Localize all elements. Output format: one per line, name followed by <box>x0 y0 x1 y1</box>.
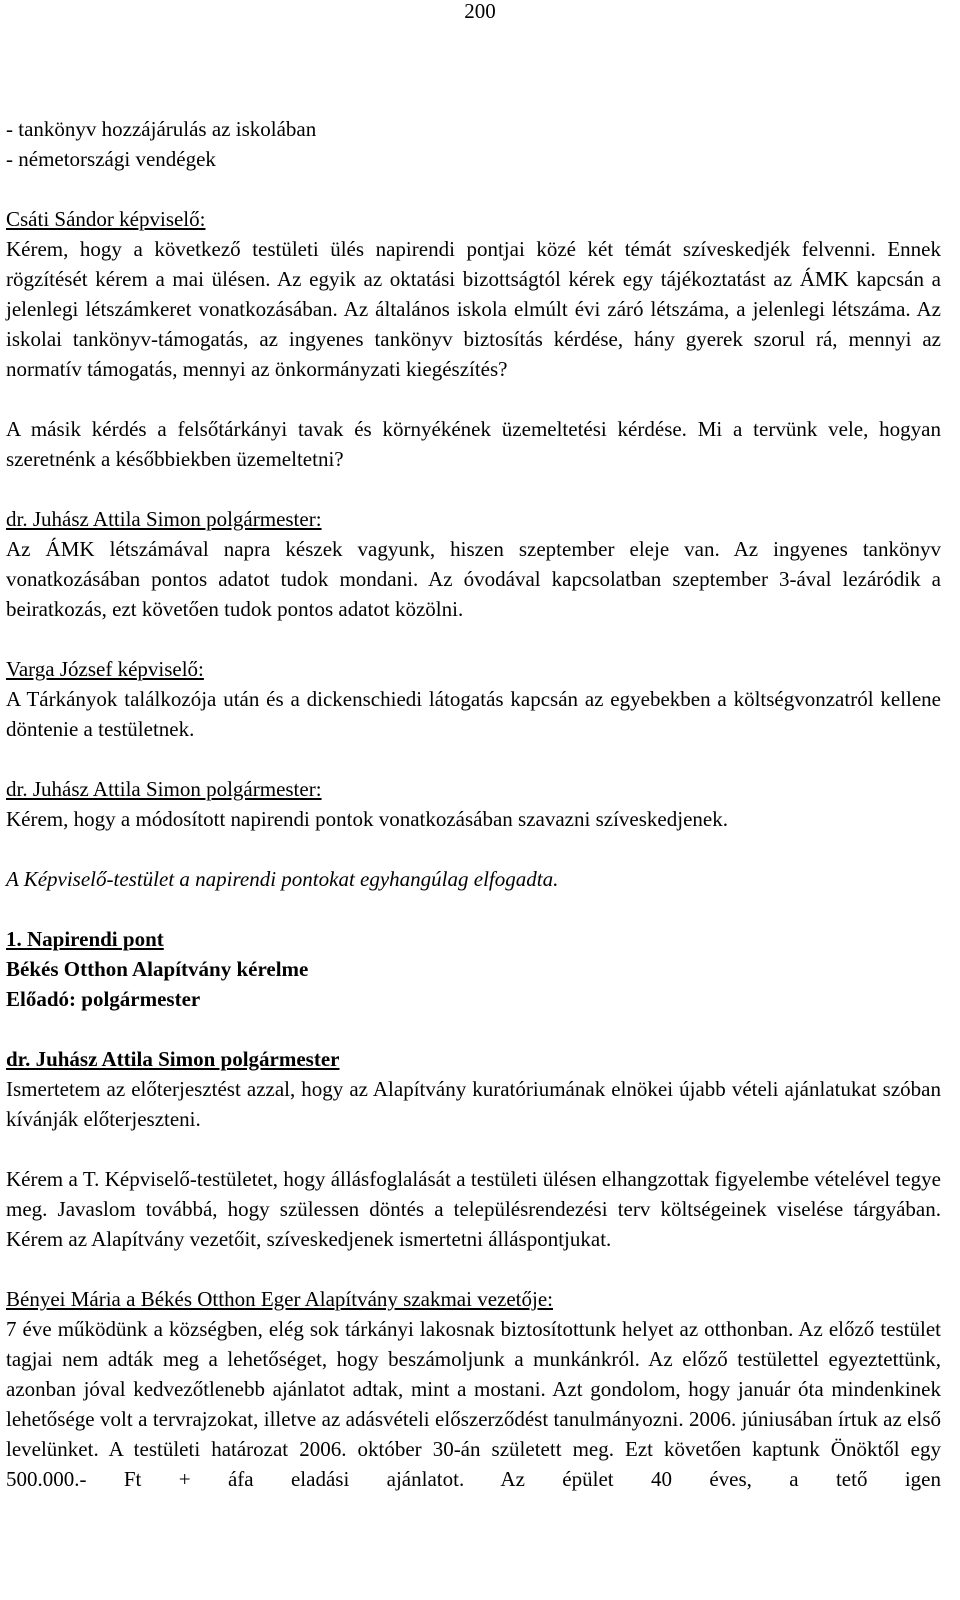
paragraph: Kérem a T. Képviselő-testületet, hogy állásfoglalását a testületi ülésen elhangzottak figyelembe vételével tegye meg. Javaslom továbbá, hogy szülessen döntés a településrendezési terv költségeinek viselése tárgyában. Kérem az Alapítvány vezetőit, szíveskedjenek ismertetni álláspontjukat. <box>6 1167 941 1251</box>
paragraph: Az ÁMK létszámával napra készek vagyunk, hiszen szeptember eleje van. Az ingyenes tankönyv vonatkozásában pontos adatot tudok mondani. Az óvodával kapcsolatban szeptember 3-ával lezáródik a beiratkozás, ezt követően tudok pontos adatot közölni. <box>6 537 941 621</box>
speaker-mayor-bold: dr. Juhász Attila Simon polgármester <box>6 1047 340 1071</box>
resolution: A Képviselő-testület a napirendi pontokat egyhangúlag elfogadta. <box>6 867 559 891</box>
speaker-benyei: Bényei Mária a Békés Otthon Eger Alapítvány szakmai vezetője: <box>6 1287 553 1311</box>
agenda-point-number: 1. Napirendi pont <box>6 927 164 951</box>
speaker-varga: Varga József képviselő: <box>6 657 204 681</box>
agenda-point-title: Békés Otthon Alapítvány kérelme <box>6 957 309 981</box>
paragraph: A másik kérdés a felsőtárkányi tavak és környékének üzemeltetési kérdése. Mi a tervünk vele, hogyan szeretnénk a későbbiekben üzemeltetni? <box>6 417 941 471</box>
agenda-item: - tankönyv hozzájárulás az iskolában <box>6 117 317 141</box>
paragraph: Kérem, hogy a következő testületi ülés napirendi pontjai közé két témát szíveskedjék felvenni. Ennek rögzítését kérem a mai ülésen. Az egyik az oktatási bizottságtól kérek egy tájékoztatást az ÁMK kapcsán a jelenlegi létszámkeret vonatkozásában. Az általános iskola elmúlt évi záró létszáma, a jelenlegi létszáma. Az iskolai tankönyv-támogatás, az ingyenes tankönyv biztosítás kérdése, hány gyerek szorul rá, mennyi az normatív támogatás, mennyi az önkormányzati kiegészítés? <box>6 237 941 381</box>
paragraph: A Tárkányok találkozója után és a dickenschiedi látogatás kapcsán az egyebekben a költségvonzatról kellene döntenie a testületnek. <box>6 687 941 741</box>
page-number: 200 <box>464 0 496 23</box>
paragraph: Ismertetem az előterjesztést azzal, hogy az Alapítvány kuratóriumának elnökei újabb vételi ajánlatukat szóban kívánják előterjeszteni. <box>6 1077 941 1131</box>
speaker-mayor: dr. Juhász Attila Simon polgármester: <box>6 507 322 531</box>
agenda-point-presenter: Előadó: polgármester <box>6 987 201 1011</box>
speaker-csati: Csáti Sándor képviselő: <box>6 207 206 231</box>
paragraph: 7 éve működünk a községben, elég sok tárkányi lakosnak biztosítottunk helyet az otthonban. Az előző testület tagjai nem adták meg a lehetőséget, hogy beszámoljunk a munkánkról. Az előző testülettel egyeztettünk, azonban jóval kedvezőtlenebb ajánlatot adtak, mint a mostani. Azt gondolom, hogy január óta mindenkinek lehetősége volt a tervrajzokat, illetve az adásvételi előszerződést tanulmányozni. 2006. júniusában írtuk az első levelünket. A testületi határozat 2006. október 30-án született meg. Ezt követően kaptunk Önöktől egy 500.000.- Ft + áfa eladási ajánlatot. Az épület 40 éves, a tető igen <box>6 1317 941 1491</box>
agenda-item: - németországi vendégek <box>6 147 216 171</box>
speaker-mayor: dr. Juhász Attila Simon polgármester: <box>6 777 322 801</box>
document-body <box>6 114 941 1494</box>
paragraph: Kérem, hogy a módosított napirendi pontok vonatkozásában szavazni szíveskedjenek. <box>6 807 728 831</box>
